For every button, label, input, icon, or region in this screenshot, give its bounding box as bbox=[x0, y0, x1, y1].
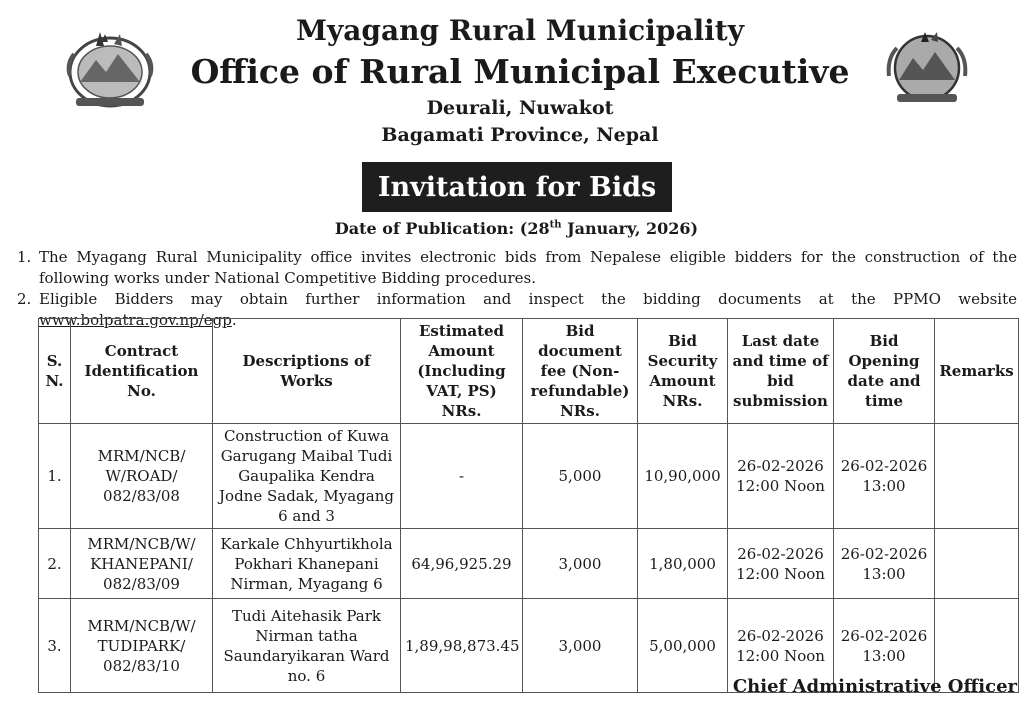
table-row bbox=[39, 424, 1019, 529]
cell-sn: 2. bbox=[39, 529, 71, 599]
publication-date: Date of Publication: (28th January, 2026) bbox=[334, 219, 699, 238]
header-document-fee: Bid document fee (Non-refundable) NRs. bbox=[523, 319, 638, 424]
bids-table bbox=[38, 318, 1019, 693]
table-header-row bbox=[39, 319, 1019, 424]
cell-opening-date: 26-02-2026 13:00 bbox=[834, 529, 935, 599]
municipality-logo-icon bbox=[885, 28, 969, 108]
header-bid-security: Bid Security Amount NRs. bbox=[638, 319, 728, 424]
cell-description: Tudi Aitehasik Park Nirman tatha Saundaryikaran Ward no. 6 bbox=[213, 599, 401, 693]
cell-sn: 3. bbox=[39, 599, 71, 693]
cell-document-fee: 3,000 bbox=[523, 599, 638, 693]
table-row bbox=[39, 529, 1019, 599]
header-estimated-amount: Estimated Amount (Including VAT, PS) NRs. bbox=[401, 319, 523, 424]
cell-document-fee: 5,000 bbox=[523, 424, 638, 529]
address-line-1: Deurali, Nuwakot bbox=[426, 97, 614, 119]
cell-bid-security: 5,00,000 bbox=[638, 599, 728, 693]
header-remarks: Remarks bbox=[935, 319, 1019, 424]
header-sn: S. N. bbox=[39, 319, 71, 424]
header-description: Descriptions of Works bbox=[213, 319, 401, 424]
paragraph-2: 2. Eligible Bidders may obtain further information and inspect the bidding documents at the PPMO website www.bolpatra.gov.np/egp. bbox=[17, 290, 1017, 329]
office-title: Office of Rural Municipal Executive bbox=[190, 52, 850, 91]
cell-submission-deadline: 26-02-2026 12:00 Noon bbox=[728, 529, 834, 599]
cell-estimated-amount: 1,89,98,873.45 bbox=[401, 599, 523, 693]
municipality-name: Myagang Rural Municipality bbox=[296, 14, 744, 47]
cell-opening-date: 26-02-2026 13:00 bbox=[834, 424, 935, 529]
cell-submission-deadline: 26-02-2026 12:00 Noon bbox=[728, 599, 834, 693]
header-contract-id: Contract Identification No. bbox=[71, 319, 213, 424]
cell-remarks bbox=[935, 424, 1019, 529]
header-submission-deadline: Last date and time of bid submission bbox=[728, 319, 834, 424]
cell-description: Construction of Kuwa Garugang Maibal Tudi Gaupalika Kendra Jodne Sadak, Myagang 6 and 3 bbox=[213, 424, 401, 529]
cell-estimated-amount: - bbox=[401, 424, 523, 529]
notice-title-banner: Invitation for Bids bbox=[362, 162, 672, 212]
cell-remarks bbox=[935, 529, 1019, 599]
signature-title: Chief Administrative Officer bbox=[732, 676, 1017, 697]
cell-contract-id: MRM/NCB/ W/ROAD/ 082/83/08 bbox=[71, 424, 213, 529]
cell-contract-id: MRM/NCB/W/ TUDIPARK/ 082/83/10 bbox=[71, 599, 213, 693]
cell-document-fee: 3,000 bbox=[523, 529, 638, 599]
cell-opening-date: 26-02-2026 13:00 bbox=[834, 599, 935, 693]
cell-bid-security: 1,80,000 bbox=[638, 529, 728, 599]
cell-contract-id: MRM/NCB/W/ KHANEPANI/ 082/83/09 bbox=[71, 529, 213, 599]
header-opening-date: Bid Opening date and time bbox=[834, 319, 935, 424]
address-line-2: Bagamati Province, Nepal bbox=[381, 124, 659, 146]
ppmo-website-link[interactable]: www.bolpatra.gov.np/egp bbox=[39, 311, 232, 329]
cell-sn: 1. bbox=[39, 424, 71, 529]
paragraph-1: 1. The Myagang Rural Municipality office invites electronic bids from Nepalese eligible bidders for the construction of the following works under National Competitive Bidding procedures. bbox=[17, 248, 1017, 287]
cell-bid-security: 10,90,000 bbox=[638, 424, 728, 529]
cell-submission-deadline: 26-02-2026 12:00 Noon bbox=[728, 424, 834, 529]
cell-estimated-amount: 64,96,925.29 bbox=[401, 529, 523, 599]
nepal-government-emblem-icon bbox=[62, 24, 158, 114]
cell-description: Karkale Chhyurtikhola Pokhari Khanepani Nirman, Myagang 6 bbox=[213, 529, 401, 599]
